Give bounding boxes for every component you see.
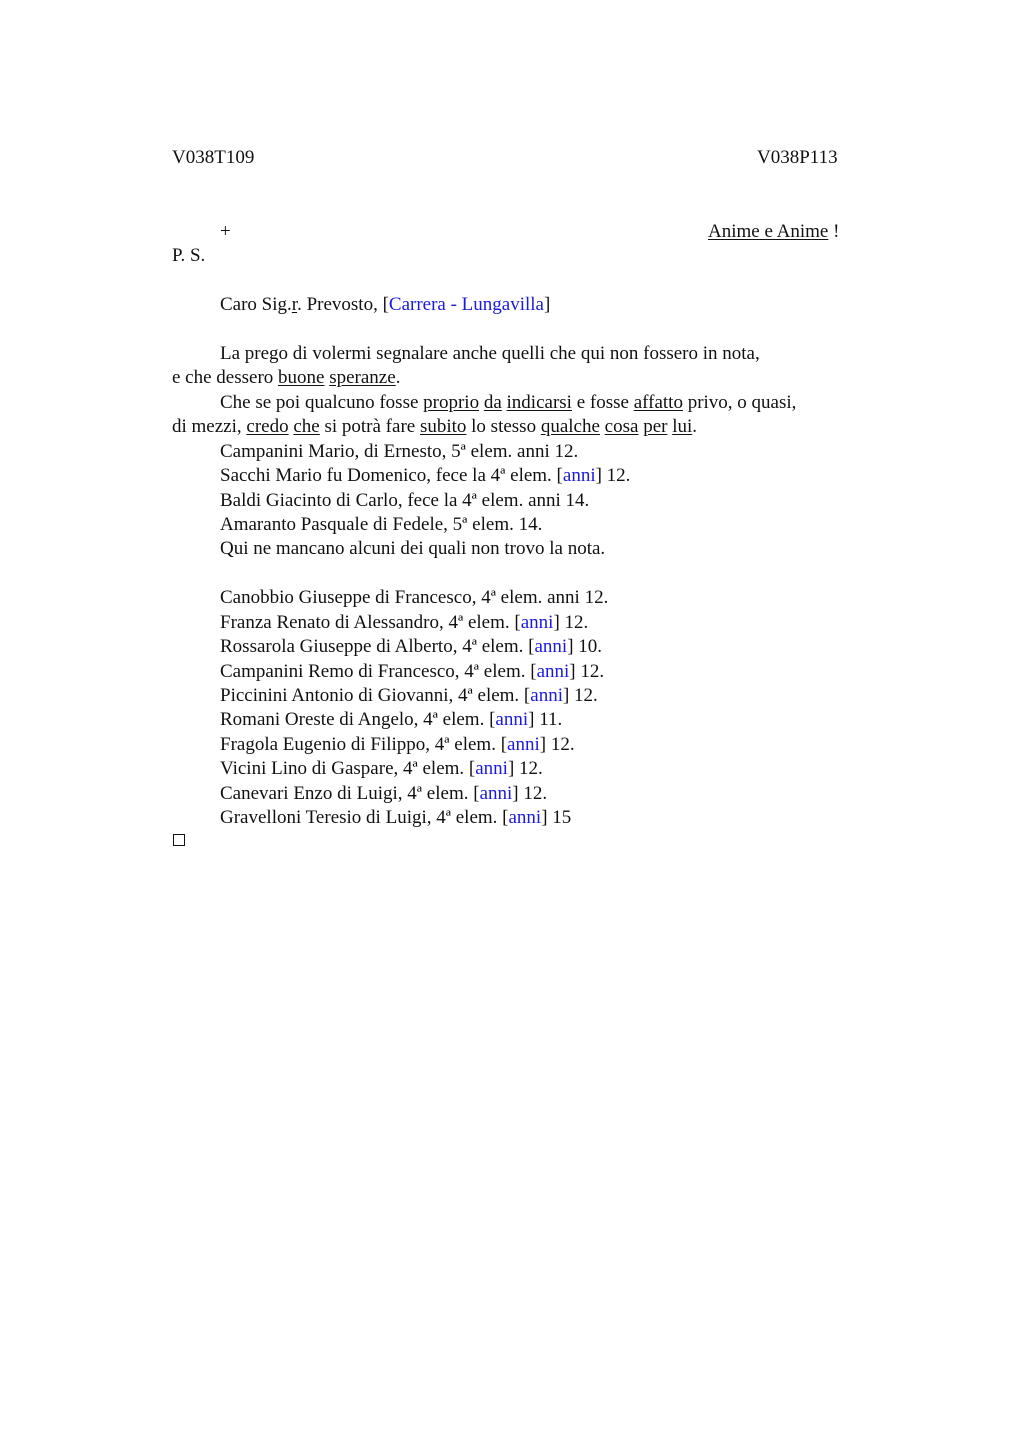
paragraph-2-line-2: di mezzi, credo che si potrà fare subito lo stesso qualche cosa per lui. <box>172 416 698 437</box>
list-item: Canobbio Giuseppe di Francesco, 4ª elem. anni 12. <box>220 587 609 608</box>
list-item: Canevari Enzo di Luigi, 4ª elem. [anni] 12. <box>220 783 548 804</box>
cross-mark: + <box>220 221 231 242</box>
paragraph-1-line-1: La prego di volermi segnalare anche quelli che qui non fossero in nota, <box>220 343 760 364</box>
list-item: Qui ne mancano alcuni dei quali non trovo la nota. <box>220 538 606 559</box>
list-item: Campanini Mario, di Ernesto, 5ª elem. anni 12. <box>220 441 579 462</box>
list-item: Piccinini Antonio di Giovanni, 4ª elem. [anni] 12. <box>220 685 598 706</box>
document-code-right: V038P113 <box>757 147 838 168</box>
postscript-label: P. S. <box>172 245 206 266</box>
list-item: Franza Renato di Alessandro, 4ª elem. [anni] 12. <box>220 612 589 633</box>
list-item: Sacchi Mario fu Domenico, fece la 4ª elem. [anni] 12. <box>220 465 631 486</box>
list-item: Campanini Remo di Francesco, 4ª elem. [anni] 12. <box>220 661 605 682</box>
paragraph-1-line-2: e che dessero buone speranze. <box>172 367 401 388</box>
list-item: Baldi Giacinto di Carlo, fece la 4ª elem. anni 14. <box>220 490 590 511</box>
salutation: Caro Sig.r. Prevosto, [Carrera - Lungavilla] <box>220 294 551 315</box>
list-item: Gravelloni Teresio di Luigi, 4ª elem. [anni] 15 <box>220 807 572 828</box>
motto <box>708 220 839 244</box>
list-item: Amaranto Pasquale di Fedele, 5ª elem. 14. <box>220 514 543 535</box>
motto-text: Anime e Anime <box>708 221 829 242</box>
end-square-icon <box>173 834 185 846</box>
list-item: Romani Oreste di Angelo, 4ª elem. [anni] 11. <box>220 709 563 730</box>
paragraph-2-line-1: Che se poi qualcuno fosse proprio da indicarsi e fosse affatto privo, o quasi, <box>220 392 797 413</box>
list-item: Rossarola Giuseppe di Alberto, 4ª elem. [anni] 10. <box>220 636 603 657</box>
editor-annotation: Carrera - Lungavilla <box>388 294 544 315</box>
motto-suffix: ! <box>828 221 840 242</box>
document-code-left: V038T109 <box>172 147 255 168</box>
list-item: Fragola Eugenio di Filippo, 4ª elem. [anni] 12. <box>220 734 575 755</box>
list-item: Vicini Lino di Gaspare, 4ª elem. [anni] 12. <box>220 758 543 779</box>
